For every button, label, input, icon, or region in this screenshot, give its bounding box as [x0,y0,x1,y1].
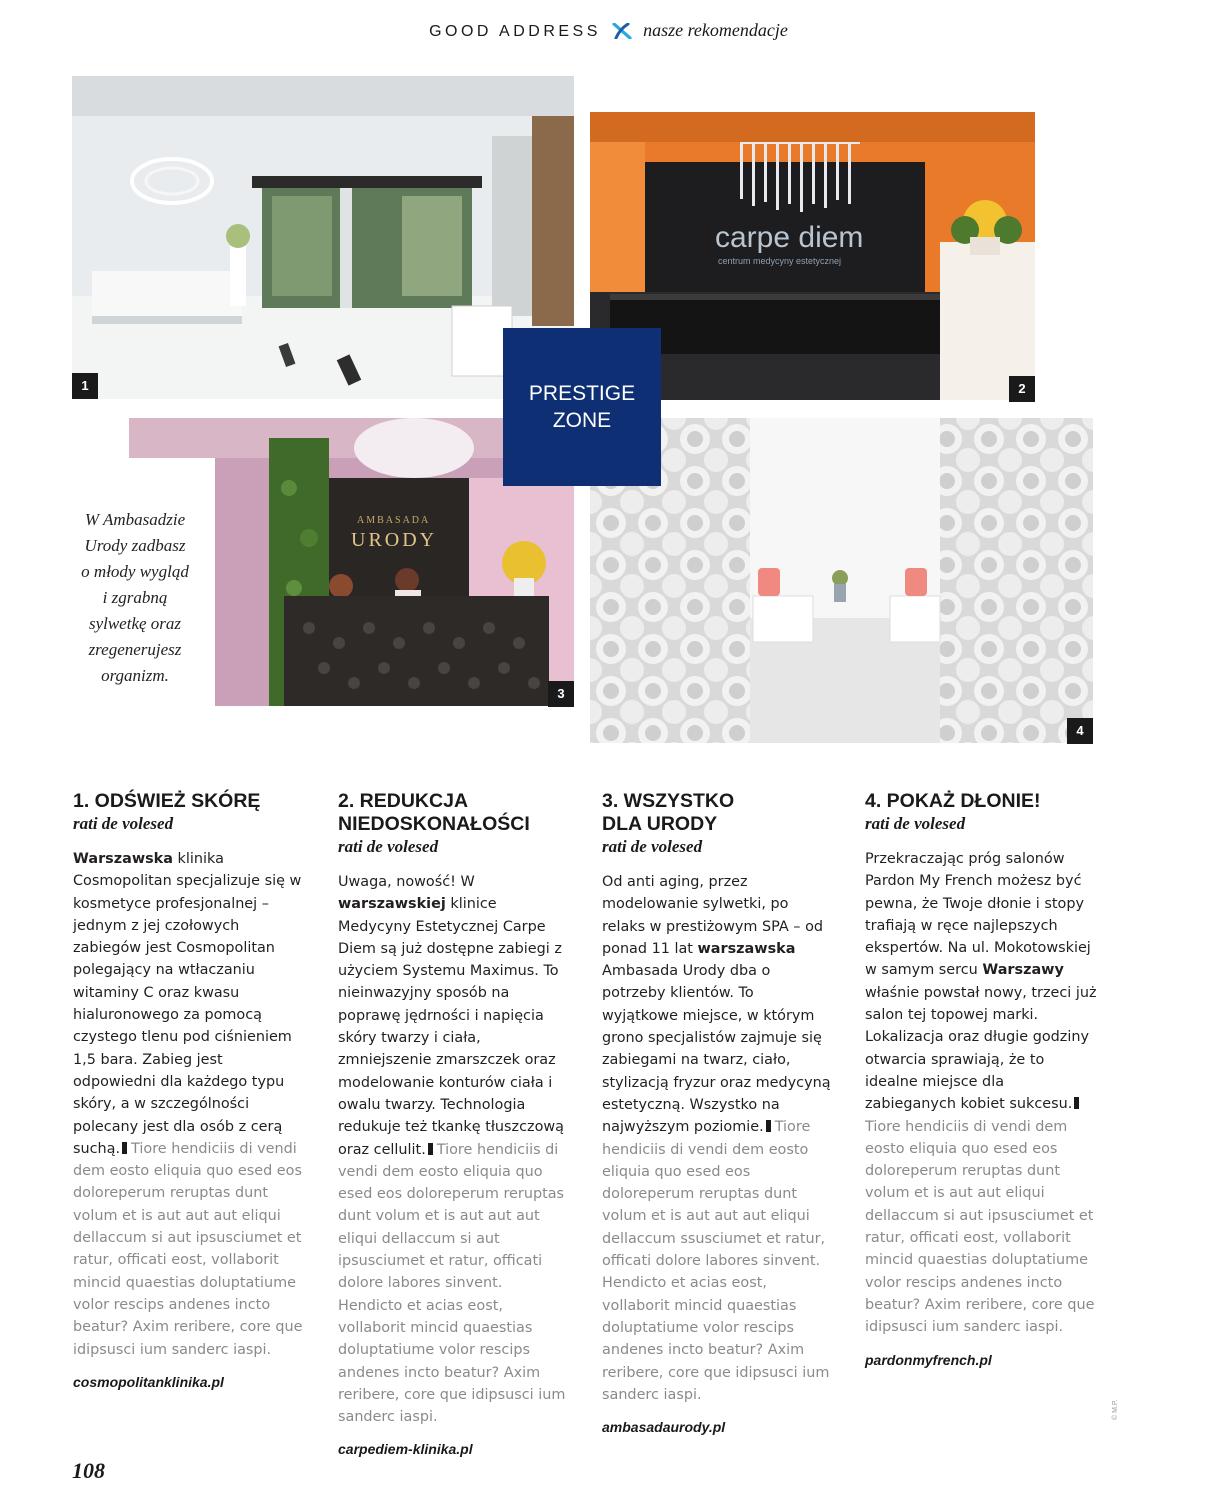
body-text: Ambasada Urody dba o potrzeby klientów. To wyjątkowe miejsce, w którym grono specjalistów zajmuje się zabiegami na twarz, ciało, stylizacją fryzur oraz medycyną estetyczną. Wszystko na najwyższym poziomie. [602,963,831,1136]
website-link[interactable]: ambasadaurody.pl [602,1419,726,1436]
quote-line: organizm. [101,666,169,685]
quote-line: sylwetkę oraz [88,614,182,633]
filler-text: Tiore hendiciis di vendi dem eosto eliquia quo esed eos doloreperum reruptas dunt volum et is aut aut eliqui dellaccum si aut ipsusciumet et ratur, officati eost, vollaborit mincid quaestias doluptatiume volor rescips andenes incto beatur? Axim reribere, core que idipsusci ium sanderc iaspi. [865,1118,1095,1336]
badge-line: ZONE [552,409,612,432]
quote-line: o młody wygląd [81,562,189,581]
website-link[interactable]: pardonmyfrench.pl [865,1351,992,1368]
website-link[interactable]: carpediem-klinika.pl [338,1441,473,1458]
body-text: klinice Medycyny Estetycznej Carpe Diem są już dostępne zabiegi z użyciem Systemu Maximus. To nieinwazyjny sposób na poprawę jędrności i napięcia skóry twarzy i ciała, zmniejszenie zmarszczek oraz modelowanie konturów ciała i owalu twarzy. Technologia redukuje też tkankę tłuszczową oraz cellulit. [338,896,564,1158]
photo-number-1: 1 [72,373,98,399]
article-4 [865,790,1097,1368]
lead-word: Warszawska [73,851,173,867]
quote-line: Urody zadbasz [84,536,186,555]
photo-credit: © M.P. [1112,1399,1119,1420]
header-tagline: nasze rekomendacje [643,20,788,40]
article-title: 1. ODŚWIEŻ SKÓRĘ [73,790,261,812]
website-link[interactable]: cosmopolitanklinika.pl [73,1373,224,1390]
pull-quote [66,507,204,689]
article-1 [73,790,308,1390]
filler-text: Tiore hendiciis di vendi dem eosto eliquia quo esed eos doloreperum reruptas dunt volum et is aut aut aut eliqui dellaccum ssusciumet et ratur, officati dolore labores sinvent. Hendicto et acias eost, vollaborit mincid quaestias doluptatiume volor rescips andenes incto beatur? Axim reribere, core que idipsusci ium sanderc iaspi. [602,1119,830,1403]
ambasada-sign-small: AMBASADA [357,515,431,526]
carpe-diem-subsign: centrum medycyny estetycznej [718,256,842,266]
photo-number-4: 4 [1067,718,1093,744]
article-3 [602,790,834,1435]
article-title: 3. WSZYSTKO DLA URODY [602,790,735,835]
carpe-diem-sign: carpe diem [715,221,864,254]
brand-name: GOOD ADDRESS [429,23,601,40]
lead-word: warszawskiej [338,896,446,913]
filler-text: Tiore hendiciis di vendi dem eosto eliquia quo esed eos doloreperum reruptas dunt volum et is aut aut aut eliqui dellaccum si aut ipsusciumet et ratur, officati eost, vollaborit mincid quaestias doluptatiume volor rescips andenes incto beatur? Axim reribere, core que idipsusci ium sanderc iaspi. [73,1140,303,1358]
filler-text: Tiore hendiciis di vendi dem eosto eliquia quo esed eos doloreperum reruptas dunt volum et is aut aut aut eliqui dellaccum si aut ipsusciumet et ratur, officati dolore labores sinvent. Hendicto et acias eost, vollaborit mincid quaestias doluptatiume volor rescips andenes incto beatur? Axim reribere, core que idipsusci ium sanderc iaspi. [338,1141,566,1426]
photo-4-pardon-my-french [590,418,1093,743]
article-body [73,848,308,1361]
body-pre: Przekraczając próg salonów Pardon My French możesz być pewna, że Twoje dłonie i stopy trafiają w ręce najlepszych ekspertów. Na ul. Mokotowskiej w samym sercu [865,851,1091,979]
page-number: 108 [72,1458,105,1483]
article-title: 4. POKAŻ DŁONIE! [865,790,1041,812]
page-header [0,20,1217,41]
prestige-zone-badge [503,328,661,486]
quote-line: W Ambasadzie [84,510,186,529]
body-text: klinika Cosmopolitan specjalizuje się w kosmetyce profesjonalnej – jednym z jej czołowych zabiegów jest Cosmopolitan polegający na wtłaczaniu witaminy C oraz kwasu hialuronowego za pomocą czystego tlenu pod ciśnieniem 1,5 bara. Zabieg jest odpowiedni dla każdego typu skóry, a w szczególności polecany jest dla osób z cerą suchą. [73,851,302,1157]
article-subtitle: rati de volesed [602,837,703,856]
ambasada-sign-big: URODY [351,529,438,551]
article-subtitle: rati de volesed [338,837,439,856]
body-pre: Od anti aging, przez modelowanie sylwetki, po relaks w prestiżowym SPA – od ponad 11 lat [602,874,824,957]
article-title: 2. REDUKCJA NIEDOSKONAŁOŚCI [338,790,530,835]
article-2 [338,790,570,1457]
article-subtitle: rati de volesed [865,814,966,833]
badge-line: PRESTIGE [528,382,636,405]
end-mark-icon [766,1120,771,1132]
photo-number-2: 2 [1009,376,1035,402]
end-mark-icon [428,1143,433,1155]
article-body [602,871,834,1406]
article-subtitle: rati de volesed [73,814,174,833]
body-text: właśnie powstał nowy, trzeci już salon tej topowej marki. Lokalizacja oraz długie godziny otwarcia sprawiają, że to idealne miejsce dla zabieganych kobiet sukcesu. [865,984,1097,1113]
body-pre: Uwaga, nowość! W [338,874,475,890]
article-body [338,871,570,1428]
article-body [865,848,1097,1339]
quote-line: zregenerujesz [88,640,182,659]
end-mark-icon [1074,1097,1079,1109]
cross-logo-icon [612,23,632,39]
quote-line: i zgrabną [102,588,168,607]
photo-1-clinic [72,76,574,399]
photo-number-3: 3 [548,681,574,707]
lead-word: Warszawy [982,962,1064,979]
lead-word: warszawska [697,940,796,957]
end-mark-icon [122,1142,127,1154]
